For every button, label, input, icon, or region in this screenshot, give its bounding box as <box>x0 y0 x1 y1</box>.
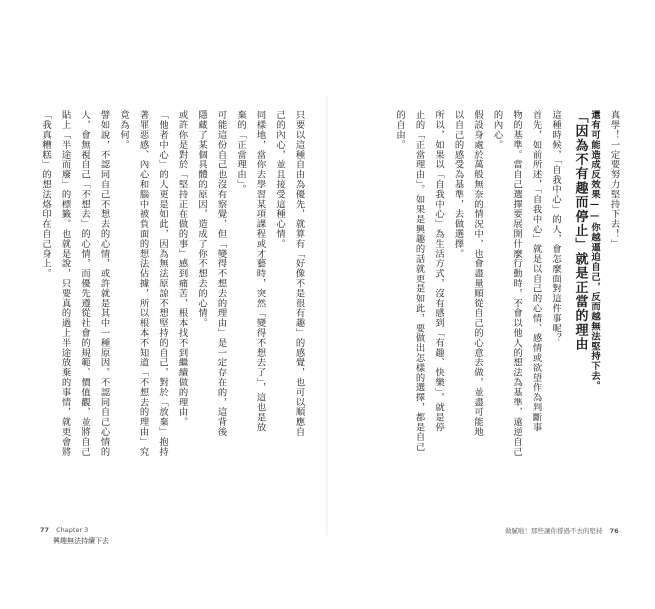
text-column: 真學！一定要努力堅持下去！」 <box>608 110 620 249</box>
right-page <box>345 110 627 495</box>
text-column: 只要以這種自由為優先，就算有「好像不是很有趣」的感覺，也可以順應自 <box>293 110 305 437</box>
text-column: 「他者中心」的人更是如此，因為無法原諒不想堅持的自己，對於「放棄」抱持 <box>157 110 168 457</box>
running-head: 做膩啦！那些讓你撐過不去的堅持 <box>505 527 603 535</box>
text-column: 的內心。 <box>491 110 503 150</box>
text-column: 以自己的感受為基準，去做選擇。 <box>452 110 464 259</box>
left-footer <box>40 526 109 546</box>
chapter-label: Chapter 3 <box>56 526 89 534</box>
running-head: 興趣無法持續下去 <box>53 537 109 545</box>
text-column: 貼上「半途而廢」的標籤。也就是說，只要真的過上半途放棄的事情，就更會將 <box>59 110 71 457</box>
text-column: 首先，如前所述，「自我中心」就是以自己的心情、感情或欲望作為判斷事 <box>530 110 542 433</box>
text-column: 假設身處於萬般無奈的情況中，也會盡量順從自己的心意去做，並盡可能地 <box>472 110 483 437</box>
text-column: 己的內心，並且接受這種心情。 <box>274 110 285 249</box>
left-page <box>40 110 312 495</box>
right-footer <box>505 526 619 535</box>
text-column: 可能這份自己也沒有察覺，但「變得不想去的理由」是一定存在的，這背後 <box>215 110 227 437</box>
text-column: 物的基準。當自己選擇要展開什麼行動時，不會以他人的想法為基準，遠逆自己 <box>511 110 522 457</box>
text-column: 或許你是對於「堅持正在做的事」感到痛苦，根本找不到繼續做的理由。 <box>176 110 188 427</box>
text-column: 人，會無視自己「不想去」的心情，而優先遵從社會的規範、價值觀，並將自己 <box>79 110 90 457</box>
text-column: 竟為何。 <box>118 110 129 150</box>
text-column: 這種時候，「自我中心」的人，會怎麼面對這件事呢？ <box>550 110 561 343</box>
text-column: 同樣地，當你去學習某項課程或才藝時，突然「變得不想去了」，這也是放 <box>254 110 266 433</box>
text-column: 隱藏了某個具體的原因，造成了你不想去的心情。 <box>196 110 207 328</box>
text-column: 「我真糟糕」的想法烙印在自己身上。 <box>40 110 51 279</box>
text-column: 止的「正當理由」。如果是興趣的話就更是如此，要做出怎樣的選擇，都是自己 <box>413 110 425 452</box>
text-column: 著罪惡感、內心和腦中被負面的想法佔據，所以根本不知道「不想去的理由」究 <box>137 110 149 457</box>
text-column: 所以，如果以「自我中心」為生活方式，沒有感到「有趣、快樂」，就是停 <box>433 110 444 433</box>
text-column: 棄的「正當理由」。 <box>235 110 246 195</box>
text-column: 的自由。 <box>394 110 405 150</box>
page-gutter <box>326 95 328 535</box>
text-column: 還有可能造成反效果——你越逼迫自己，反而越無法堅持下去。 <box>589 110 600 391</box>
section-heading: 「因為不有趣而停止」就是正當的理由 <box>572 110 588 352</box>
page-number: 76 <box>609 527 619 535</box>
page-number: 77 <box>40 526 50 534</box>
text-column: 譬如說，不認同自己不想去的心情，或許就是其中一種原因。不認同自己心情的 <box>98 110 110 457</box>
